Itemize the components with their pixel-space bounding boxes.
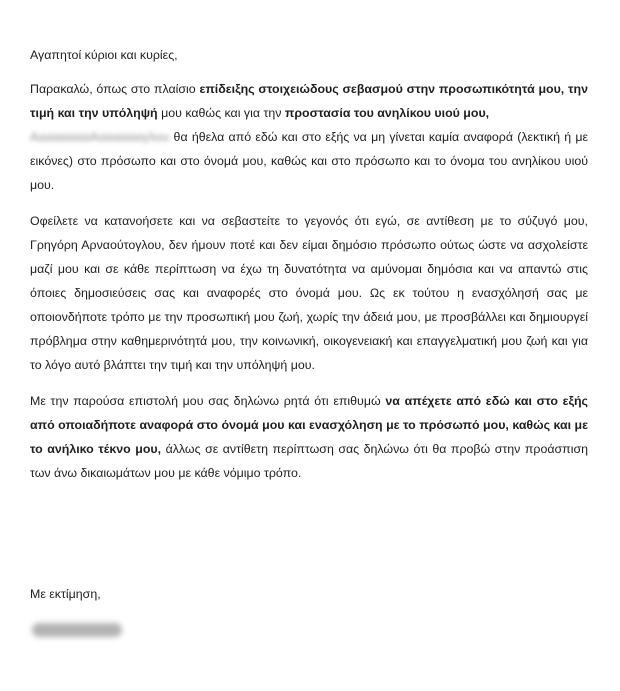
paragraph-1-text-1: Παρακαλώ, όπως στο πλαίσιο — [30, 82, 200, 96]
paragraph-1 — [30, 77, 588, 197]
redacted-child-name: ΑαααααααΑααααααγλου — [30, 130, 170, 144]
paragraph-1-text-2: μου καθώς και για την — [157, 106, 285, 120]
paragraph-1-bold-1: επίδειξης στοιχειώδους σεβασμού στην προσωπικότητά μου, την τιμή και την υπόληψή — [30, 82, 588, 120]
paragraph-3-text-2: άλλως σε αντίθετη περίπτωση σας δηλώνω ότι θα προβώ στην προάσπιση των άνω δικαιωμάτων μου με κάθε νόμιμο τρόπο. — [30, 442, 588, 480]
redacted-signature — [28, 620, 128, 640]
paragraph-1-text-3: θα ήθελα από εδώ και στο εξής να μη γίνεται καμία αναφορά (λεκτική ή με εικόνες) στο πρόσωπο και στο όνομά μου, καθώς και στο πρόσωπο και το όνομα του ανηλίκου υιού μου. — [30, 130, 588, 192]
letter-closing: Με εκτίμηση, — [30, 587, 101, 601]
paragraph-3-bold-1: να απέχετε από εδώ και στο εξής από οποιαδήποτε αναφορά στο όνομά μου και ενασχόληση με το πρόσωπό μου, καθώς και με το ανήλικο τέκνο μου, — [30, 394, 589, 456]
signature-blur — [32, 623, 122, 637]
paragraph-2: Οφείλετε να κατανοήσετε και να σεβαστείτε το γεγονός ότι εγώ, σε αντίθεση με το σύζυγό μου, Γρηγόρη Αρναούτογλου, δεν ήμουν ποτέ και δεν είμαι δημόσιο πρόσωπο ούτως ώστε να ασχολείστε μαζί μου και σε κάθε περίπτωση να έχω τη δυνατότητα να αμύνομαι δημόσια και να απαντώ στις όποιες δημοσιεύσεις σας και αναφορές στο όνομά μου. Ως εκ τούτου η ενασχόλησή σας με οποιονδήποτε τρόπο με την προσωπική μου ζωή, χωρίς την άδειά μου, με προσβάλλει και δημιουργεί πρόβλημα στην καθημερινότητά μου, την κοινωνική, οικογενειακή και επαγγελματική μου ζωή και για το λόγο αυτό βλάπτει την τιμή και την υπόληψή μου. — [30, 214, 588, 372]
paragraph-3 — [30, 389, 588, 485]
letter-greeting: Αγαπητοί κύριοι και κυρίες, — [30, 48, 178, 62]
paragraph-1-bold-2: προστασία του ανηλίκου υιού μου, — [284, 106, 490, 120]
paragraph-3-text-1: Με την παρούσα επιστολή μου σας δηλώνω ρητά ότι επιθυμώ — [30, 394, 386, 408]
letter-body — [30, 43, 588, 497]
